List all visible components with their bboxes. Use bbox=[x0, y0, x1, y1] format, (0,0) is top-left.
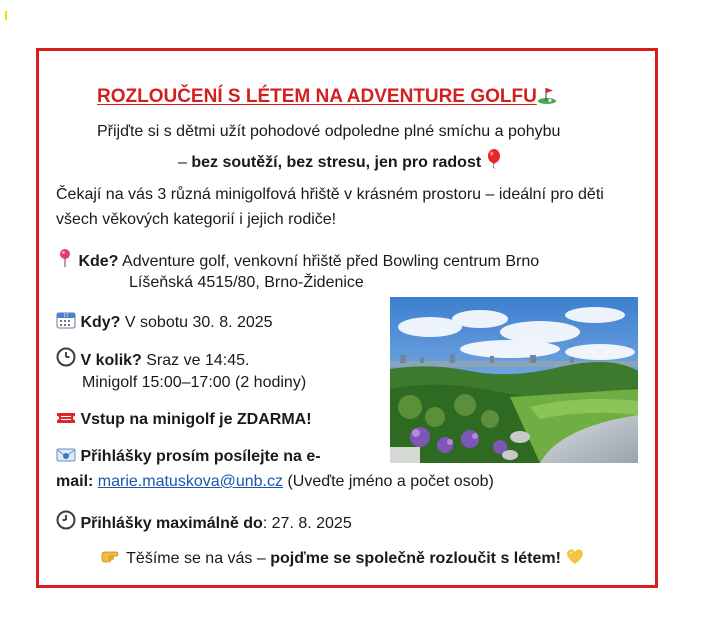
clock-icon bbox=[56, 510, 76, 536]
description-line-1: Čekají na vás 3 různá minigolfová hřiště v krásném prostoru – ideální pro děti bbox=[56, 186, 604, 203]
pin-icon bbox=[56, 248, 74, 274]
email-link[interactable]: marie.matuskova@unb.cz bbox=[97, 473, 283, 490]
intro-line-2: – bez soutěží, bez stresu, jen pro radost bbox=[178, 149, 502, 175]
signup-line-2: mail: marie.matuskova@unb.cz (Uveďte jméno a počet osob) bbox=[56, 473, 494, 490]
text-cursor-mark bbox=[5, 11, 7, 20]
when-line: 17 Kdy? V sobotu 30. 8. 2025 bbox=[56, 311, 273, 335]
balloon-icon bbox=[486, 149, 502, 175]
description-line-2: všech věkových kategorií i jejich rodiče! bbox=[56, 211, 337, 228]
pointing-hand-icon bbox=[100, 547, 122, 571]
adventure-golf-photo bbox=[390, 297, 638, 463]
entry-line: Vstup na minigolf je ZDARMA! bbox=[56, 410, 312, 432]
calendar-icon bbox=[56, 311, 76, 335]
envelope-icon bbox=[56, 447, 76, 469]
time-line-2: Minigolf 15:00–17:00 (2 hodiny) bbox=[82, 374, 307, 391]
ticket-icon bbox=[56, 410, 76, 432]
where-line-2: Líšeňská 4515/80, Brno-Židenice bbox=[129, 274, 364, 291]
yellow-heart-icon bbox=[565, 547, 585, 571]
flyer-title: ROZLOUČENÍ S LÉTEM NA ADVENTURE GOLFU bbox=[97, 86, 557, 109]
where-line-1: Kde? Adventure golf, venkovní hřiště před Bowling centrum Brno bbox=[56, 248, 539, 274]
intro-line-1: Přijďte si s dětmi užít pohodové odpoledne plné smíchu a pohybu bbox=[97, 123, 561, 140]
time-line-1: V kolik? Sraz ve 14:45. bbox=[56, 347, 249, 373]
closing-line: Těšíme se na vás – pojďme se společně rozloučit s létem! bbox=[100, 547, 585, 571]
clock-icon bbox=[56, 347, 76, 373]
deadline-line: Přihlášky maximálně do: 27. 8. 2025 bbox=[56, 510, 352, 536]
signup-line-1: Přihlášky prosím posílejte na e- bbox=[56, 447, 321, 469]
calendar-icon-number: 17 bbox=[63, 313, 69, 319]
golf-flag-icon bbox=[537, 86, 557, 109]
